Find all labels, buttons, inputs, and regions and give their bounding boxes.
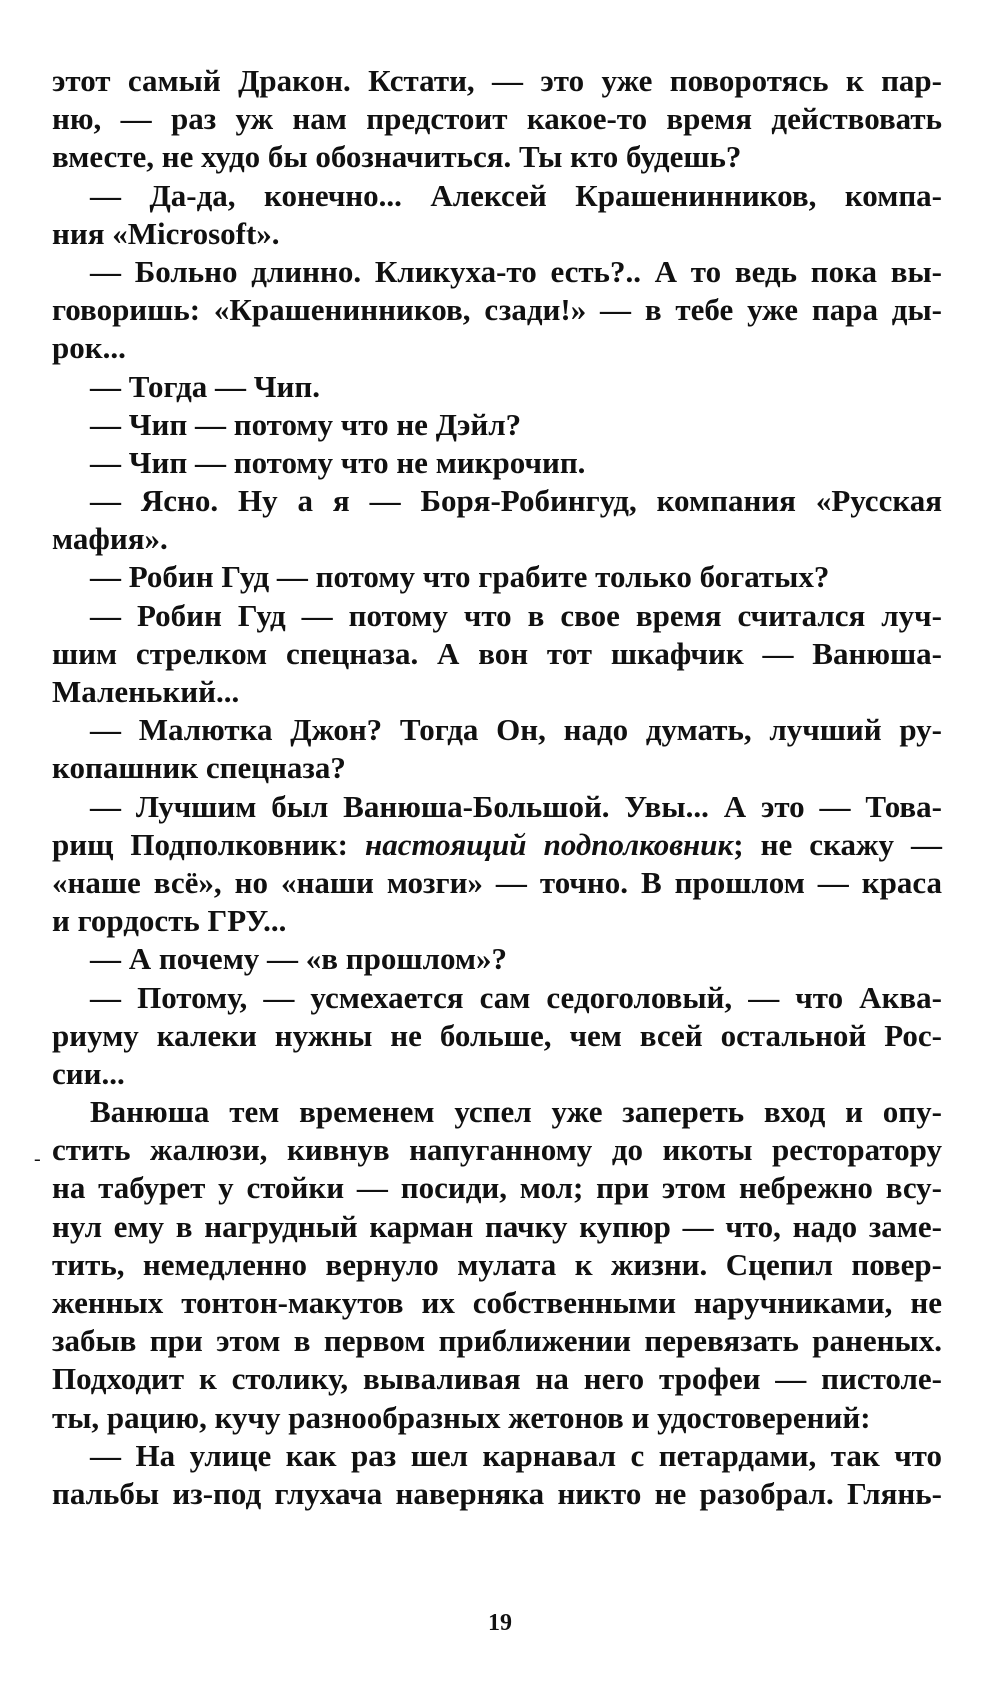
text-line: — На улице как раз шел карнавал с петардами, так что	[90, 1437, 942, 1473]
text-line: сии...	[52, 1055, 125, 1091]
text-line: — Тогда — Чип.	[90, 368, 320, 404]
text-segment: рищ Подполковник:	[52, 826, 365, 862]
text-segment: ; не скажу —	[733, 826, 943, 862]
text-line: этот самый Дракон. Кстати, — это уже поворотясь к пар-	[52, 63, 942, 98]
text-line: Подходит к столику, вываливая на него трофеи — пистоле-	[52, 1361, 942, 1397]
text-line: «наше всё», но «наши мозги» — точно. В прошлом — краса	[52, 864, 942, 900]
text-line: — Лучшим был Ванюша-Большой. Увы... А это — Това-	[90, 788, 942, 824]
text-line: ния «Microsoft».	[52, 215, 280, 251]
text-line: женных тонтон-макутов их собственными наручниками, не	[52, 1285, 942, 1320]
text-line: — Ясно. Ну а я — Боря-Робингуд, компания «Русская	[90, 483, 942, 519]
text-line: нул ему в нагрудный карман пачку купюр — что, надо заме-	[52, 1208, 942, 1244]
text-line: копашник спецназа?	[52, 750, 346, 786]
text-line: — А почему — «в прошлом»?	[90, 941, 507, 977]
text-line-with-italic	[52, 826, 942, 864]
text-line: на табурет у стойки — посиди, мол; при этом небрежно всу-	[52, 1170, 942, 1206]
text-line: ты, рацию, кучу разнообразных жетонов и удостоверений:	[52, 1399, 871, 1435]
text-line: рок...	[52, 330, 126, 366]
text-line: мафия».	[52, 521, 168, 557]
text-line: Ванюша тем временем успел уже запереть вход и опу-	[90, 1094, 942, 1130]
text-line: — Потому, — усмехается сам седоголовый, — что Аква-	[90, 979, 942, 1015]
text-line: — Робин Гуд — потому что в свое время считался луч-	[90, 597, 942, 633]
italic-phrase: настоящий подполковник	[364, 826, 734, 862]
text-line: вместе, не худо бы обозначиться. Ты кто будешь?	[52, 139, 742, 175]
text-line: стить жалюзи, кивнув напуганному до икоты ресторатору	[52, 1132, 942, 1168]
text-line: — Робин Гуд — потому что грабите только богатых?	[90, 559, 830, 595]
body-text	[52, 62, 942, 1513]
text-line: ню, — раз уж нам предстоит какое-то время действовать	[52, 101, 942, 137]
text-line: — Чип — потому что не Дэйл?	[90, 406, 522, 442]
page-number: 19	[488, 1610, 512, 1636]
text-line: пальбы из-под глухача наверняка никто не разобрал. Глянь-	[52, 1475, 942, 1511]
text-line: риуму калеки нужны не больше, чем всей остальной Рос-	[52, 1017, 942, 1053]
margin-mark: -	[34, 1148, 41, 1170]
text-line: шим стрелком спецназа. А вон тот шкафчик — Ванюша-	[52, 635, 942, 671]
text-line: — Да-да, конечно... Алексей Крашенинников, компа-	[90, 177, 942, 213]
text-line: говоришь: «Крашенинников, сзади!» — в тебе уже пара ды-	[52, 292, 942, 328]
text-line: и гордость ГРУ...	[52, 903, 287, 939]
text-line: тить, немедленно вернуло мулата к жизни. Сцепил повер-	[52, 1246, 942, 1282]
text-line: — Малютка Джон? Тогда Он, надо думать, лучший ру-	[90, 712, 942, 748]
text-line: забыв при этом в первом приближении перевязать раненых.	[52, 1323, 942, 1359]
text-line: Маленький...	[52, 674, 240, 709]
text-line: — Чип — потому что не микрочип.	[90, 444, 586, 480]
text-line: — Больно длинно. Кликуха-то есть?.. А то ведь пока вы-	[90, 253, 942, 289]
